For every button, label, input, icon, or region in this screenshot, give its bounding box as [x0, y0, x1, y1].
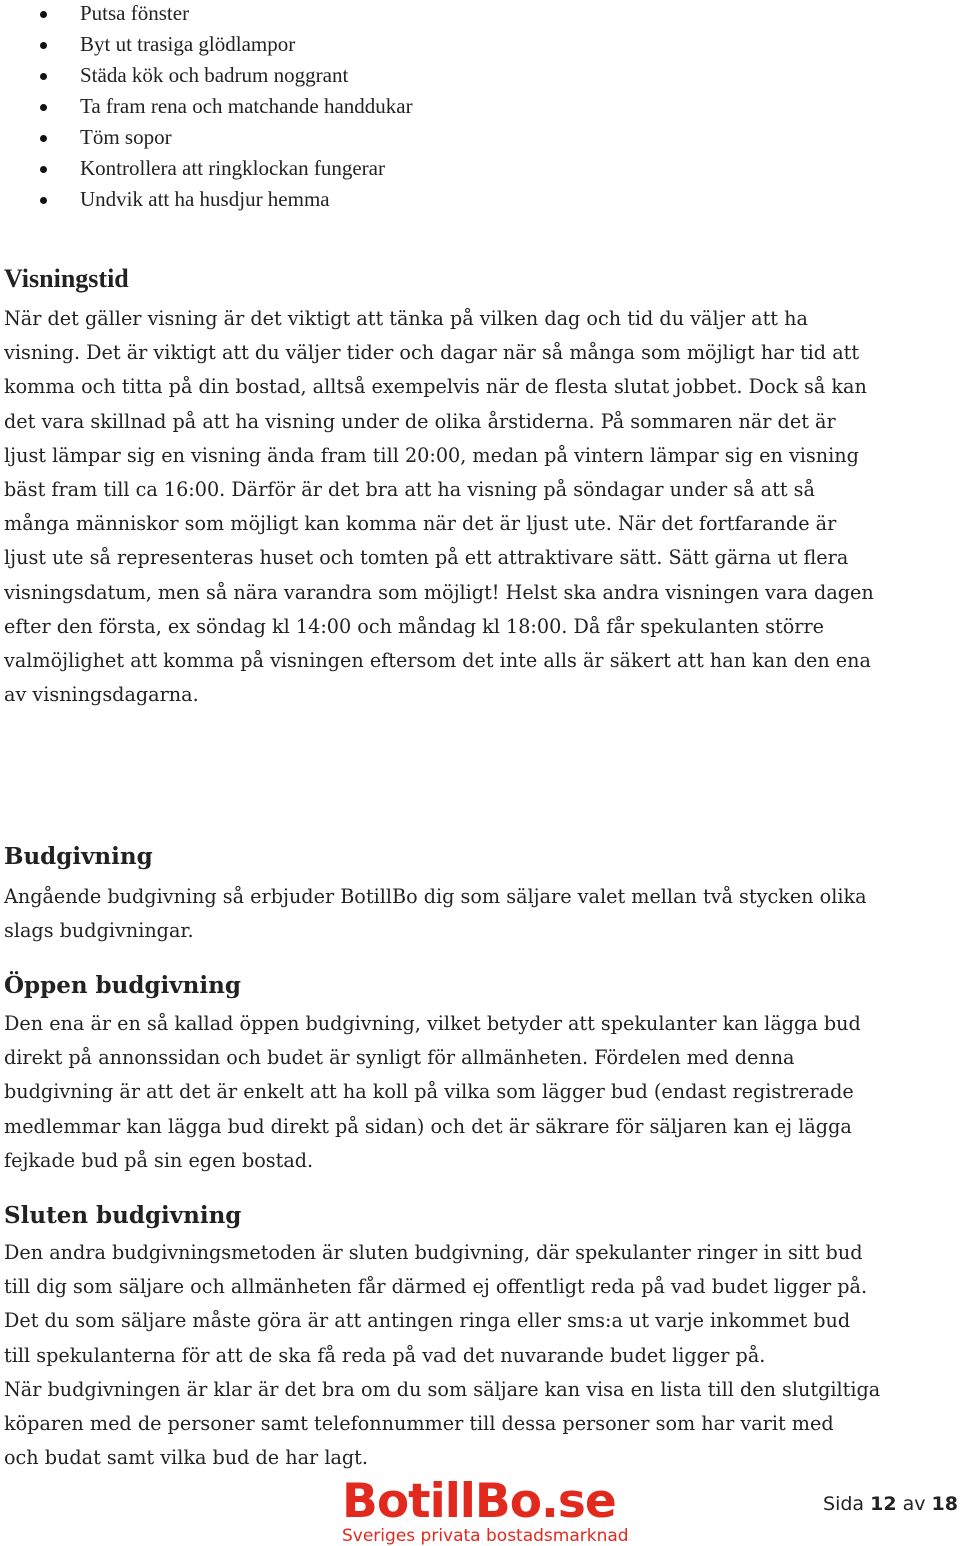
- logo-tagline: Sveriges privata bostadsmarknad: [342, 1526, 629, 1546]
- bullet-dot-icon: [40, 166, 47, 173]
- botillbo-logo: [342, 1474, 629, 1546]
- text-line: valmöjlighet att komma på visningen eftersom det inte alls är säkert att han kan den ena: [4, 649, 871, 673]
- checklist: [0, 0, 413, 217]
- heading-oppen-budgivning: Öppen budgivning: [4, 972, 241, 999]
- text-line: direkt på annonssidan och budet är synligt för allmänheten. Fördelen med denna: [4, 1046, 795, 1070]
- logo-wordmark: BotillBo.se: [342, 1474, 616, 1529]
- text-line: slags budgivningar.: [4, 919, 194, 943]
- checklist-item-text: Töm sopor: [80, 125, 172, 149]
- text-line: Angående budgivning så erbjuder BotillBo dig som säljare valet mellan två stycken olika: [4, 885, 867, 908]
- checklist-item-text: Ta fram rena och matchande handdukar: [80, 94, 413, 118]
- text-line: ljust ute så representeras huset och tomten på ett attraktivare sätt. Sätt gärna ut flera: [4, 546, 849, 570]
- text-line: visningsdatum, men så nära varandra som möjligt! Helst ska andra visningen vara dagen: [4, 580, 874, 604]
- text-line: Den ena är en så kallad öppen budgivning, vilket betyder att spekulanter kan lägga bud: [4, 1012, 861, 1035]
- checklist-item: [0, 124, 413, 155]
- checklist-item-text: Undvik att ha husdjur hemma: [80, 187, 330, 211]
- text-line: När budgivningen är klar är det bra om du som säljare kan visa en lista till den slutgiltiga: [4, 1377, 881, 1401]
- text-line: det vara skillnad på att ha visning under de olika årstiderna. På sommaren när det är: [4, 409, 836, 433]
- text-line: medlemmar kan lägga bud direkt på sidan) och det är säkrare för säljaren kan ej lägga: [4, 1114, 852, 1138]
- checklist-item-text: Putsa fönster: [80, 1, 190, 25]
- checklist-item: [0, 62, 413, 93]
- bullet-dot-icon: [40, 42, 47, 49]
- heading-sluten-budgivning: Sluten budgivning: [4, 1202, 242, 1229]
- heading-budgivning: Budgivning: [4, 843, 153, 870]
- page-number: [823, 1493, 958, 1515]
- page-current: 12: [870, 1493, 897, 1515]
- text-line: budgivning är att det är enkelt att ha koll på vilka som lägger bud (endast registrerade: [4, 1080, 854, 1104]
- text-line: visning. Det är viktigt att du väljer tider och dagar när så många som möjligt har tid att: [4, 341, 860, 365]
- checklist-item: [0, 31, 413, 62]
- text-line: komma och titta på din bostad, alltså exempelvis när de flesta slutat jobbet. Dock så kan: [4, 375, 867, 399]
- paragraph-oppen-budgivning: [4, 1007, 960, 1178]
- text-line: till dig som säljare och allmänheten får därmed ej offentligt reda på vad budet ligger på.: [4, 1275, 868, 1299]
- text-line: till spekulanterna för att de ska få reda på vad det nuvarande budet ligger på.: [4, 1343, 766, 1367]
- text-line: efter den första, ex söndag kl 14:00 och måndag kl 18:00. Då får spekulanten större: [4, 614, 824, 638]
- paragraph-budgivning: [4, 880, 960, 948]
- checklist-item-text: Byt ut trasiga glödlampor: [80, 32, 296, 56]
- bullet-dot-icon: [40, 11, 47, 18]
- paragraph-visningstid: [4, 302, 960, 712]
- page-separator: av: [902, 1493, 926, 1515]
- text-line: ljust lämpar sig en visning ända fram till 20:00, medan på vintern lämpar sig en visning: [4, 443, 859, 467]
- bullet-dot-icon: [40, 197, 47, 204]
- bullet-dot-icon: [40, 135, 47, 142]
- checklist-item: [0, 93, 413, 124]
- text-line: Det du som säljare måste göra är att antingen ringa eller sms:a ut varje inkommet bud: [4, 1309, 851, 1333]
- paragraph-sluten-budgivning: [4, 1236, 960, 1475]
- page-prefix: Sida: [823, 1493, 865, 1515]
- checklist-item: [0, 186, 413, 217]
- checklist-item: [0, 0, 413, 31]
- checklist-item: [0, 155, 413, 186]
- text-line: många människor som möjligt kan komma när det är ljust ute. När det fortfarande är: [4, 512, 837, 536]
- checklist-item-text: Städa kök och badrum noggrant: [80, 63, 349, 87]
- page-total: 18: [931, 1493, 958, 1515]
- text-line: Den andra budgivningsmetoden är sluten budgivning, där spekulanter ringer in sitt bud: [4, 1241, 863, 1264]
- text-line: När det gäller visning är det viktigt att tänka på vilken dag och tid du väljer att ha: [4, 307, 808, 330]
- text-line: bäst fram till ca 16:00. Därför är det bra att ha visning på söndagar under så att så: [4, 478, 815, 502]
- bullet-dot-icon: [40, 73, 47, 80]
- bullet-dot-icon: [40, 104, 47, 111]
- checklist-item-text: Kontrollera att ringklockan fungerar: [80, 156, 385, 180]
- text-line: av visningsdagarna.: [4, 683, 199, 707]
- text-line: köparen med de personer samt telefonnummer till dessa personer som har varit med: [4, 1412, 834, 1436]
- text-line: fejkade bud på sin egen bostad.: [4, 1148, 314, 1172]
- text-line: och budat samt vilka bud de har lagt.: [4, 1446, 368, 1470]
- heading-visningstid: Visningstid: [4, 264, 129, 293]
